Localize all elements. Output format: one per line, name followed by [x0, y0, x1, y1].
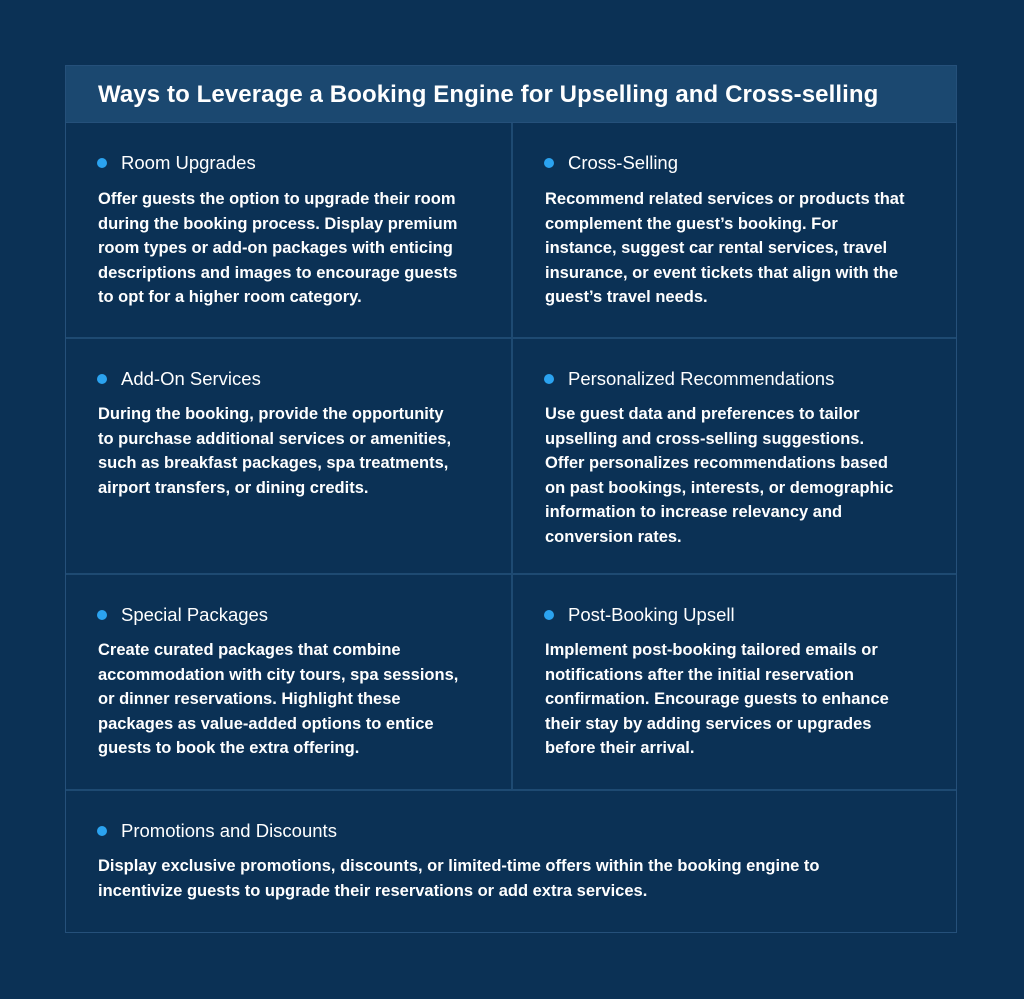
- text-line: on past bookings, interests, or demographic: [545, 478, 894, 497]
- cell-heading: [97, 152, 256, 174]
- bullet-icon: [97, 826, 107, 836]
- cell-description: [98, 854, 820, 903]
- text-line: instance, suggest car rental services, travel: [545, 239, 888, 257]
- text-line: Recommend related services or products that: [545, 190, 905, 208]
- text-line: airport transfers, or dining credits.: [98, 478, 369, 497]
- text-line: room types or add-on packages with enticing: [98, 239, 453, 257]
- cell-post-booking-upsell: [513, 575, 957, 789]
- cell-heading: [97, 820, 337, 842]
- text-line: complement the guest’s booking. For: [545, 214, 838, 233]
- cell-room-upgrades: [66, 123, 512, 337]
- cell-heading: [544, 152, 678, 174]
- cell-title: Promotions and Discounts: [121, 820, 337, 841]
- bullet-icon: [97, 158, 107, 168]
- cell-title: Room Upgrades: [121, 152, 256, 173]
- cell-title: Special Packages: [121, 604, 269, 625]
- cell-promotions-and-discounts: [66, 791, 956, 932]
- text-line: guest’s travel needs.: [545, 288, 708, 306]
- text-line: upselling and cross-selling suggestions.: [545, 429, 865, 448]
- text-line: Offer guests the option to upgrade their room: [98, 190, 456, 208]
- text-line: such as breakfast packages, spa treatments,: [98, 454, 449, 472]
- cell-heading: [544, 604, 735, 626]
- cell-description: [545, 402, 893, 549]
- text-line: packages as value-added options to entice: [98, 714, 434, 733]
- text-line: during the booking process. Display premium: [98, 214, 458, 233]
- cell-title: Cross-Selling: [568, 152, 679, 173]
- text-line: Display exclusive promotions, discounts, or limited-time offers within the booking engine to: [98, 857, 820, 875]
- text-line: Implement post-booking tailored emails or: [545, 641, 878, 659]
- cell-heading: [97, 368, 261, 390]
- text-line: Use guest data and preferences to tailor: [545, 405, 860, 423]
- strategies-table: [65, 65, 957, 933]
- cell-add-on-services: [66, 339, 512, 573]
- cell-description: [98, 638, 458, 761]
- bullet-icon: [544, 374, 554, 384]
- text-line: confirmation. Encourage guests to enhance: [545, 690, 889, 708]
- text-line: guests to book the extra offering.: [98, 739, 360, 757]
- text-line: conversion rates.: [545, 527, 682, 546]
- cell-cross-selling: [513, 123, 957, 337]
- bullet-icon: [544, 610, 554, 620]
- text-line: to opt for a higher room category.: [98, 288, 362, 306]
- cell-heading: [97, 604, 268, 626]
- text-line: During the booking, provide the opportunity: [98, 405, 444, 423]
- text-line: incentivize guests to upgrade their reservations or add extra services.: [98, 881, 648, 900]
- cell-special-packages: [66, 575, 512, 789]
- text-line: Offer personalizes recommendations based: [545, 454, 888, 472]
- text-line: insurance, or event tickets that align with the: [545, 263, 898, 282]
- cell-title: Add-On Services: [121, 368, 261, 389]
- cell-description: [98, 402, 451, 500]
- text-line: accommodation with city tours, spa sessions,: [98, 665, 459, 684]
- text-line: to purchase additional services or amenities,: [98, 429, 452, 448]
- text-line: notifications after the initial reservation: [545, 665, 854, 684]
- bullet-icon: [97, 610, 107, 620]
- cell-title: Post-Booking Upsell: [568, 604, 735, 625]
- cell-personalized-recommendations: [513, 339, 957, 573]
- text-line: information to increase relevancy and: [545, 503, 843, 521]
- text-line: Create curated packages that combine: [98, 641, 401, 659]
- cell-description: [98, 187, 457, 310]
- text-line: their stay by adding services or upgrades: [545, 714, 872, 733]
- cell-description: [545, 638, 889, 761]
- table-header: [66, 66, 956, 123]
- bullet-icon: [544, 158, 554, 168]
- page-title: Ways to Leverage a Booking Engine for Upselling and Cross-selling: [98, 81, 879, 108]
- text-line: descriptions and images to encourage guests: [98, 263, 458, 282]
- cell-heading: [544, 368, 834, 390]
- cell-description: [545, 187, 904, 310]
- bullet-icon: [97, 374, 107, 384]
- text-line: or dinner reservations. Highlight these: [98, 690, 401, 708]
- cell-title: Personalized Recommendations: [568, 368, 835, 389]
- text-line: before their arrival.: [545, 739, 695, 757]
